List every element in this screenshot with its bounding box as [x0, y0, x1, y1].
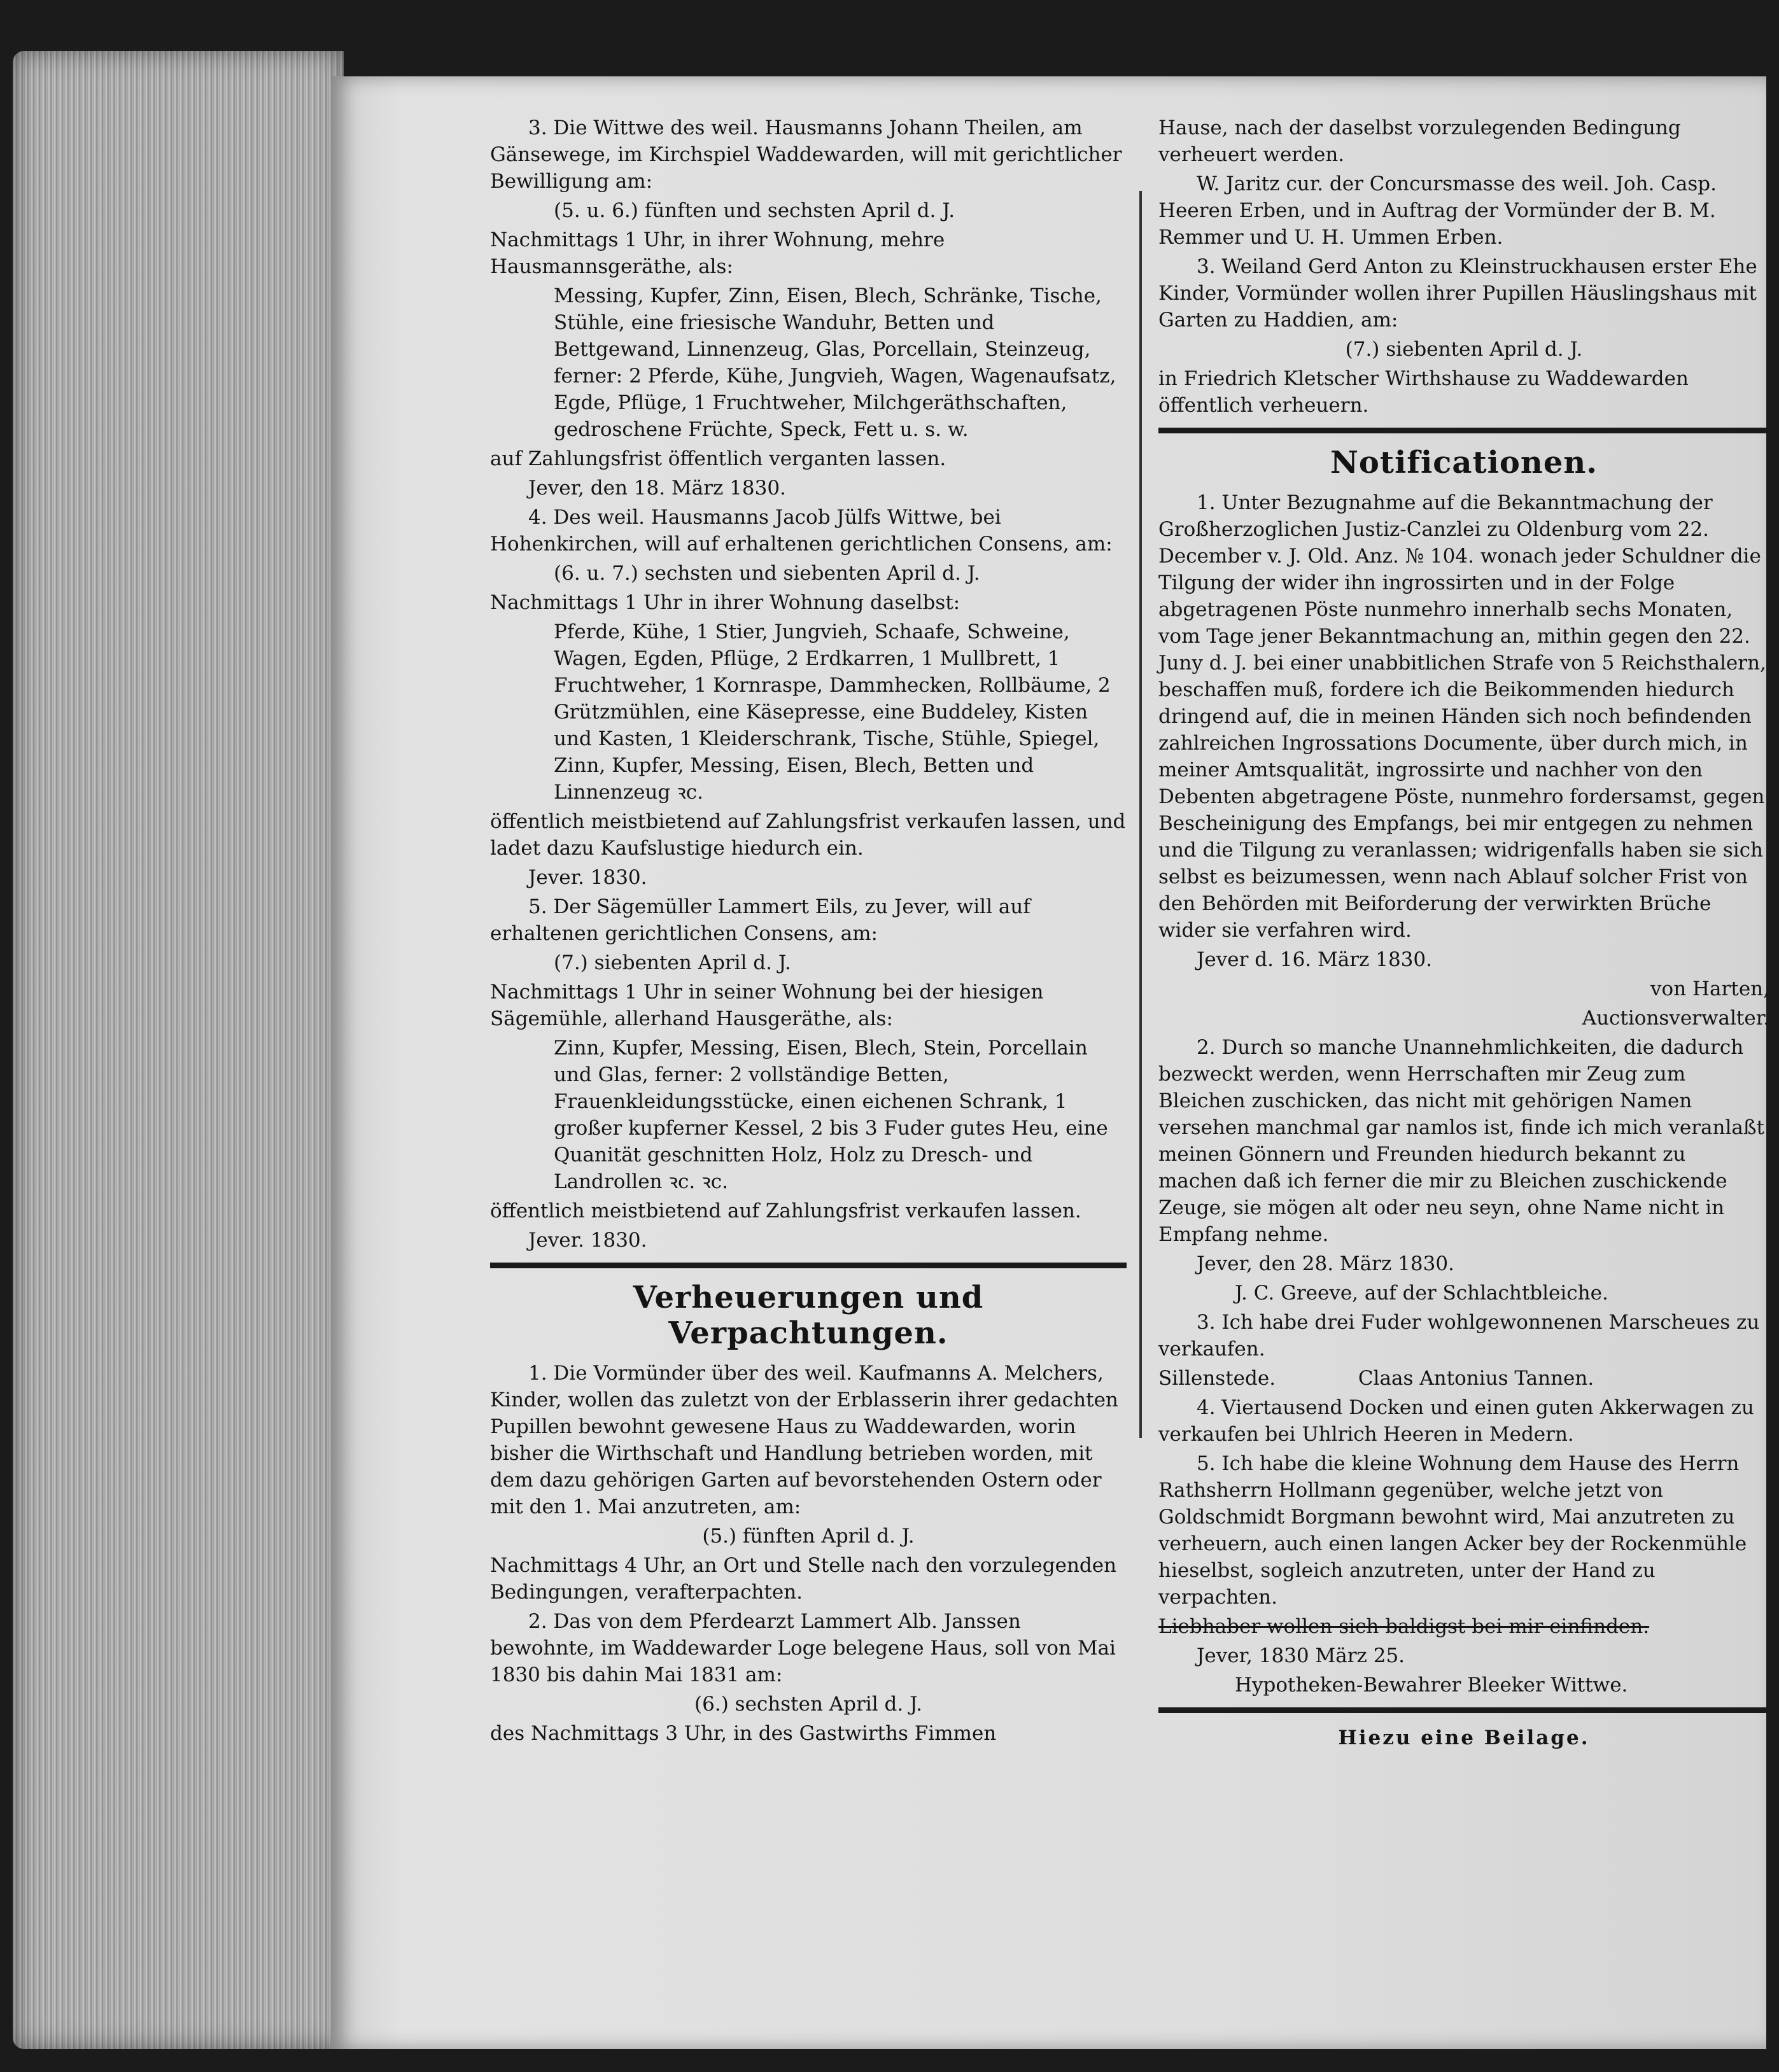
rental-2-closing: des Nachmittags 3 Uhr, in des Gastwirths Fimmen: [490, 1722, 997, 1745]
newspaper-page: [331, 76, 1769, 2049]
auction-4-items: Pferde, Kühe, 1 Stier, Jungvieh, Schaafe, Schweine, Wagen, Egden, Pflüge, 2 Erdkarren, 1 Mullbrett, 1 Fruchtweher, 1 Kornraspe, Dammhecken, Rollbäume, 2 Grützmühlen, eine Käsepresse, eine Buddeley, Kisten und Kasten, 1 Kleiderschrank, Tische, Stühle, Spiegel, Zinn, Kupfer, Messing, Eisen, Blech, Betten und Linnenzeug ꝛc.: [554, 620, 1111, 804]
notice-5-body: 5. Ich habe die kleine Wohnung dem Hause des Herrn Rathsherrn Hollmann gegenüber, welche jetzt von Goldschmidt Borgmann bewohnt wird, Mai anzutreten zu verheuern, auch einen langen Acker bey der Rockenmühle hieselbst, sogleich anzutreten, unter der Hand zu verpachten.: [1158, 1452, 1747, 1609]
auction-5-date: (7.) siebenten April d. J.: [554, 951, 791, 974]
section-heading-notifications: Notificationen.: [1330, 445, 1598, 480]
auction-4-intro: 4. Des weil. Hausmanns Jacob Jülfs Wittwe, bei Hohenkirchen, will auf erhaltenen gerichtlichen Consens, am:: [490, 506, 1113, 556]
rental-2-intro: 2. Das von dem Pferdearzt Lammert Alb. Janssen bewohnte, im Waddewarder Loge belegene Haus, soll von Mai 1830 bis dahin Mai 1831 am:: [490, 1610, 1116, 1686]
notice-5-invitation: Liebhaber wollen sich baldigst bei mir einfinden.: [1158, 1615, 1650, 1638]
rental-1-intro: 1. Die Vormünder über des weil. Kaufmanns A. Melchers, Kinder, wollen das zuletzt von der Erblasserin ihrer gedachten Pupillen bewohnt gewesene Haus zu Waddewarden, worin bisher die Wirthschaft und Handlung betrieben worden, mit dem dazu gehörigen Garten auf bevorstehenden Ostern oder mit den 1. Mai anzutreten, am:: [490, 1362, 1118, 1518]
auction-5-intro: 5. Der Sägemüller Lammert Eils, zu Jever, will auf erhaltenen gerichtlichen Consens, am:: [490, 895, 1030, 945]
rental-1-date: (5.) fünften April d. J.: [702, 1525, 915, 1548]
auction-5-place-date: Jever. 1830.: [528, 1229, 647, 1252]
rental-2-date: (6.) sechsten April d. J.: [694, 1693, 922, 1716]
auction-4-date: (6. u. 7.) sechsten und siebenten April d. J.: [554, 562, 980, 585]
notice-3-place-text: Sillenstede.: [1158, 1367, 1276, 1390]
rental-1-closing: Nachmittags 4 Uhr, an Ort und Stelle nach den vorzulegenden Bedingungen, verafterpachten.: [490, 1554, 1117, 1604]
section-divider-notifications: [1158, 428, 1769, 433]
auction-5-time: Nachmittags 1 Uhr in seiner Wohnung bei der hiesigen Sägemühle, allerhand Hausgeräthe, als:: [490, 981, 1044, 1030]
supplement-note: Hiezu eine Beilage.: [1338, 1726, 1590, 1749]
notice-4-body: 4. Viertausend Docken und einen guten Akkerwagen zu verkaufen bei Uhlrich Heeren in Medern.: [1158, 1396, 1754, 1446]
notice-2-place-date: Jever, den 28. März 1830.: [1197, 1252, 1454, 1275]
section-divider: [490, 1263, 1127, 1268]
notice-5-place-date: Jever, 1830 März 25.: [1197, 1644, 1405, 1667]
rental-2-signature: W. Jaritz cur. der Concursmasse des weil. Joh. Casp. Heeren Erben, und in Auftrag der Vormünder der B. M. Remmer und U. H. Ummen Erben.: [1158, 172, 1717, 249]
auction-3-intro: 3. Die Wittwe des weil. Hausmanns Johann Theilen, am Gänsewege, im Kirchspiel Waddewarden, will mit gerichtlicher Bewilligung am:: [490, 116, 1122, 193]
notice-2-body: 2. Durch so manche Unannehmlichkeiten, die dadurch bezweckt werden, wenn Herrschaften mir Zeug zum Bleichen zuschicken, das nicht mit gehörigen Namen versehen manchmal gar namlos ist, finde ich mich veranlaßt meinen Gönnern und Freunden hiedurch bekannt zu machen daß ich ferner die mir zu Bleichen zuschickende Zeuge, sie mögen alt oder neu seyn, ohne Name nicht in Empfang nehme.: [1158, 1036, 1765, 1246]
notice-5-signature: Hypotheken-Bewahrer Bleeker Wittwe.: [1235, 1674, 1628, 1697]
book-page-edges: [13, 51, 344, 2049]
section-heading-rentals: Verheuerungen und Verpachtungen.: [633, 1280, 984, 1351]
auction-3-items: Messing, Kupfer, Zinn, Eisen, Blech, Schränke, Tische, Stühle, eine friesische Wanduhr, Betten und Bettgewand, Linnenzeug, Glas, Porcellain, Steinzeug, ferner: 2 Pferde, Kühe, Jungvieh, Wagen, Wagenaufsatz, Egde, Pflüge, 1 Fruchtweher, Milchgeräthschaften, gedroschene Früchte, Speck, Fett u. s. w.: [554, 284, 1116, 441]
footer-divider: [1158, 1707, 1769, 1713]
rental-3-intro: 3. Weiland Gerd Anton zu Kleinstruckhausen erster Ehe Kinder, Vormünder wollen ihrer Pupillen Häuslingshaus mit Garten zu Haddien, am:: [1158, 255, 1757, 332]
auction-4-time: Nachmittags 1 Uhr in ihrer Wohnung daselbst:: [490, 591, 960, 614]
notice-3-body: 3. Ich habe drei Fuder wohlgewonnenen Marscheues zu verkaufen.: [1158, 1311, 1760, 1361]
auction-3-date: (5. u. 6.) fünften und sechsten April d. J.: [554, 199, 955, 222]
notice-1-body: 1. Unter Bezugnahme auf die Bekanntmachung der Großherzoglichen Justiz-Canzlei zu Oldenburg vom 22. December v. J. Old. Anz. № 104. wonach jeder Schuldner die Tilgung der wider ihn ingrossirten und in der Folge abgetragenen Pöste nunmehro innerhalb sechs Monaten, vom Tage jener Bekanntmachung an, mithin gegen den 22. Juny d. J. bei einer unabbitlichen Strafe von 5 Reichsthalern, beschaffen muß, fordere ich die Beikommenden hiedurch dringend auf, die in meinen Händen sich noch befindenden zahlreichen Ingrossations Documente, über durch mich, in meiner Amtsqualität, ingrossirte und nachher von den Debenten abgetragene Pöste, nunmehro fordersamst, gegen Bescheinigung des Empfangs, bei mir entgegen zu nehmen und die Tilgung zu veranlassen; widrigenfalls haben sie sich selbst es beizumessen, wenn nach Ablauf solcher Frist von den Behörden mit Beiforderung der verwirkten Brüche wider sie verfahren wird.: [1158, 491, 1766, 942]
auction-4-closing: öffentlich meistbietend auf Zahlungsfrist verkaufen lassen, und ladet dazu Kaufslustige hiedurch ein.: [490, 810, 1126, 860]
left-column: [490, 115, 1127, 1749]
notice-1-signature-name: von Harten,: [1650, 977, 1769, 1000]
notice-2-signature: J. C. Greeve, auf der Schlachtbleiche.: [1235, 1282, 1608, 1305]
auction-3-time: Nachmittags 1 Uhr, in ihrer Wohnung, mehre Hausmannsgeräthe, als:: [490, 228, 945, 278]
auction-5-items: Zinn, Kupfer, Messing, Eisen, Blech, Stein, Porcellain und Glas, ferner: 2 vollständige Betten, Frauenkleidungsstücke, einen eichenen Schrank, 1 großer kupferner Kessel, 2 bis 3 Fuder gutes Heu, eine Quanität geschnitten Holz, Holz zu Dresch- und Landrollen ꝛc. ꝛc.: [554, 1037, 1108, 1193]
notice-1-place-date: Jever d. 16. März 1830.: [1197, 948, 1432, 971]
rental-3-date: (7.) siebenten April d. J.: [1345, 338, 1583, 361]
column-divider: [1139, 191, 1142, 1438]
auction-4-place-date: Jever. 1830.: [528, 866, 647, 889]
notice-1-signature-title: Auctionsverwalter.: [1582, 1007, 1769, 1030]
notice-3-place: [1158, 1365, 1769, 1392]
right-column: [1158, 115, 1769, 1754]
auction-5-closing: öffentlich meistbietend auf Zahlungsfrist verkaufen lassen.: [490, 1200, 1081, 1222]
rental-3-closing: in Friedrich Kletscher Wirthshause zu Waddewarden öffentlich verheuern.: [1158, 367, 1689, 417]
auction-3-closing: auf Zahlungsfrist öffentlich verganten lassen.: [490, 447, 946, 470]
notice-3-signature: Claas Antonius Tannen.: [1358, 1367, 1594, 1390]
rental-2-continuation: Hause, nach der daselbst vorzulegenden Bedingung verheuert werden.: [1158, 116, 1681, 166]
auction-3-place-date: Jever, den 18. März 1830.: [528, 477, 786, 500]
